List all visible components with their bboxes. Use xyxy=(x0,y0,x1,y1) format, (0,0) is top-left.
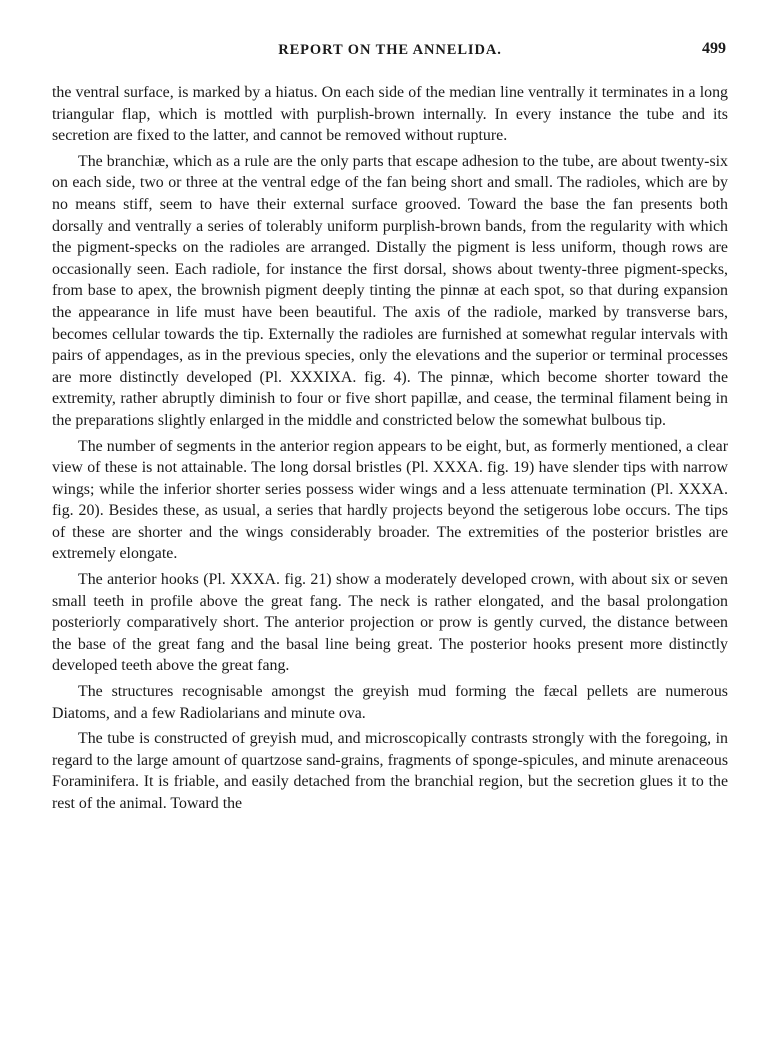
paragraph-anterior-hooks: The anterior hooks (Pl. XXXA. fig. 21) show a moderately developed crown, with about six or seven small teeth in profile above the great fang. The neck is rather elongated, and the basal prolongation posteriorly comparatively short. The anterior projection or prow is gently curved, the distance between the base of the great fang and the basal line being great. The posterior hooks present more distinctly developed teeth above the great fang. xyxy=(52,571,728,675)
paragraph-branchiae: The branchiæ, which as a rule are the only parts that escape adhesion to the tube, are about twenty-six on each side, two or three at the ventral edge of the fan being short and small. The radioles, which are by no means stiff, seem to have their external surface grooved. Toward the base the fan presents both dorsally and ventrally a series of tolerably uniform purplish-brown bands, from the regularity with which the pigment-specks on the radioles are arranged. Distally the pigment is less uniform, though rows are occasionally seen. Each radiole, for instance the first dorsal, shows about twenty-three pigment-specks, from base to apex, the brownish pigment deeply tinting the pinnæ at each spot, so that during expansion the appearance in life must have been beautiful. The axis of the radiole, marked by transverse bars, becomes cellular towards the tip. Externally the radioles are furnished at somewhat regular intervals with pairs of appendages, as in the previous species, only the elevations and the superior or terminal processes are more distinctly developed (Pl. XXXIXA. fig. 4). The pinnæ, which become shorter toward the extremity, rather abruptly diminish to four or five short papillæ, and cease, the terminal filament being in the preparations slightly enlarged in the middle and constricted below the somewhat bulbous tip. xyxy=(52,152,728,429)
body-text xyxy=(52,82,728,815)
paragraph-faecal-pellets: The structures recognisable amongst the greyish mud forming the fæcal pellets are numerous Diatoms, and a few Radiolarians and minute ova. xyxy=(52,683,728,722)
paragraph-continuation: the ventral surface, is marked by a hiatus. On each side of the median line ventrally it terminates in a long triangular flap, which is mottled with purplish-brown internally. In every instance the tube and its secretion are fixed to the latter, and cannot be removed without rupture. xyxy=(52,84,728,145)
page-number: 499 xyxy=(702,40,726,57)
paragraph-segments-bristles: The number of segments in the anterior region appears to be eight, but, as formerly mentioned, a clear view of these is not attainable. The long dorsal bristles (Pl. XXXA. fig. 19) have slender tips with narrow wings; while the inferior shorter series possess wider wings and a less attenuate termination (Pl. XXXA. fig. 20). Besides these, as usual, a series that hardly projects beyond the setigerous lobe occurs. The tips of these are shorter and the wings considerably broader. The extremities of the posterior bristles are extremely elongate. xyxy=(52,437,728,563)
page-header xyxy=(52,38,728,60)
paragraph-tube: The tube is constructed of greyish mud, and microscopically contrasts strongly with the foregoing, in regard to the large amount of quartzose sand-grains, fragments of sponge-spicules, and minute arenaceous Foraminifera. It is friable, and easily detached from the branchial region, but the secretion glues it to the rest of the animal. Toward the xyxy=(52,730,728,812)
document-page xyxy=(52,38,728,819)
running-title: REPORT ON THE ANNELIDA. xyxy=(278,42,502,58)
